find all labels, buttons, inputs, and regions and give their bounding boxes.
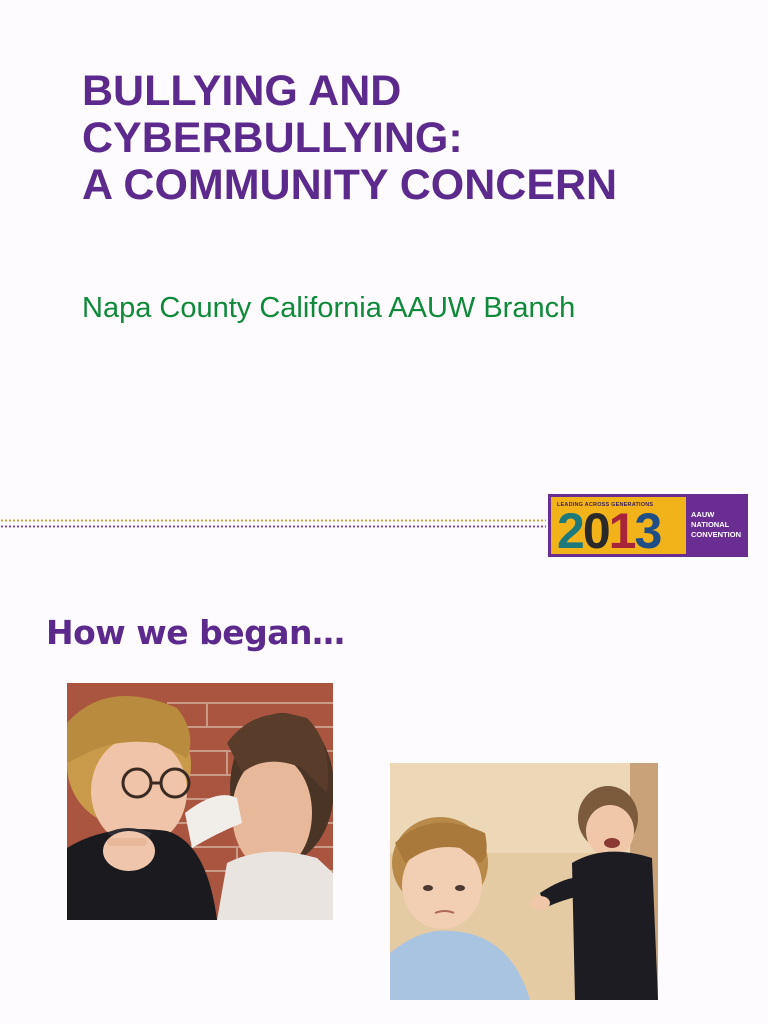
section-heading: How we began…	[46, 613, 345, 652]
divider-gold-dots	[0, 519, 546, 522]
title-line-1: BULLYING AND	[82, 67, 402, 115]
logo-text-line-3: CONVENTION	[691, 530, 742, 539]
logo-tagline: LEADING ACROSS GENERATIONS	[557, 502, 654, 508]
logo-year-digit: 0	[582, 503, 609, 557]
photo-children-pointing-laughing-illustration	[390, 763, 658, 1000]
slide-title	[82, 68, 722, 209]
title-line-3: A COMMUNITY CONCERN	[82, 161, 618, 209]
photo-children-pointing-laughing	[390, 763, 658, 1000]
divider-purple-dots	[0, 525, 546, 528]
photo-bullying-collar-grab	[67, 683, 333, 920]
logo-year-digit: 1	[608, 503, 635, 557]
logo-gold-panel	[551, 497, 686, 557]
photo-bullying-collar-grab-illustration	[67, 683, 333, 920]
title-line-2: CYBERBULLYING:	[82, 114, 463, 162]
slide-subtitle: Napa County California AAUW Branch	[82, 292, 576, 324]
aauw-convention-logo	[548, 494, 748, 557]
logo-year-digit: 3	[634, 503, 661, 557]
logo-text-line-1: AAUW	[691, 510, 715, 519]
logo-year-digit: 2	[557, 503, 583, 557]
logo-text-line-2: NATIONAL	[691, 520, 730, 529]
logo-text	[691, 510, 747, 540]
